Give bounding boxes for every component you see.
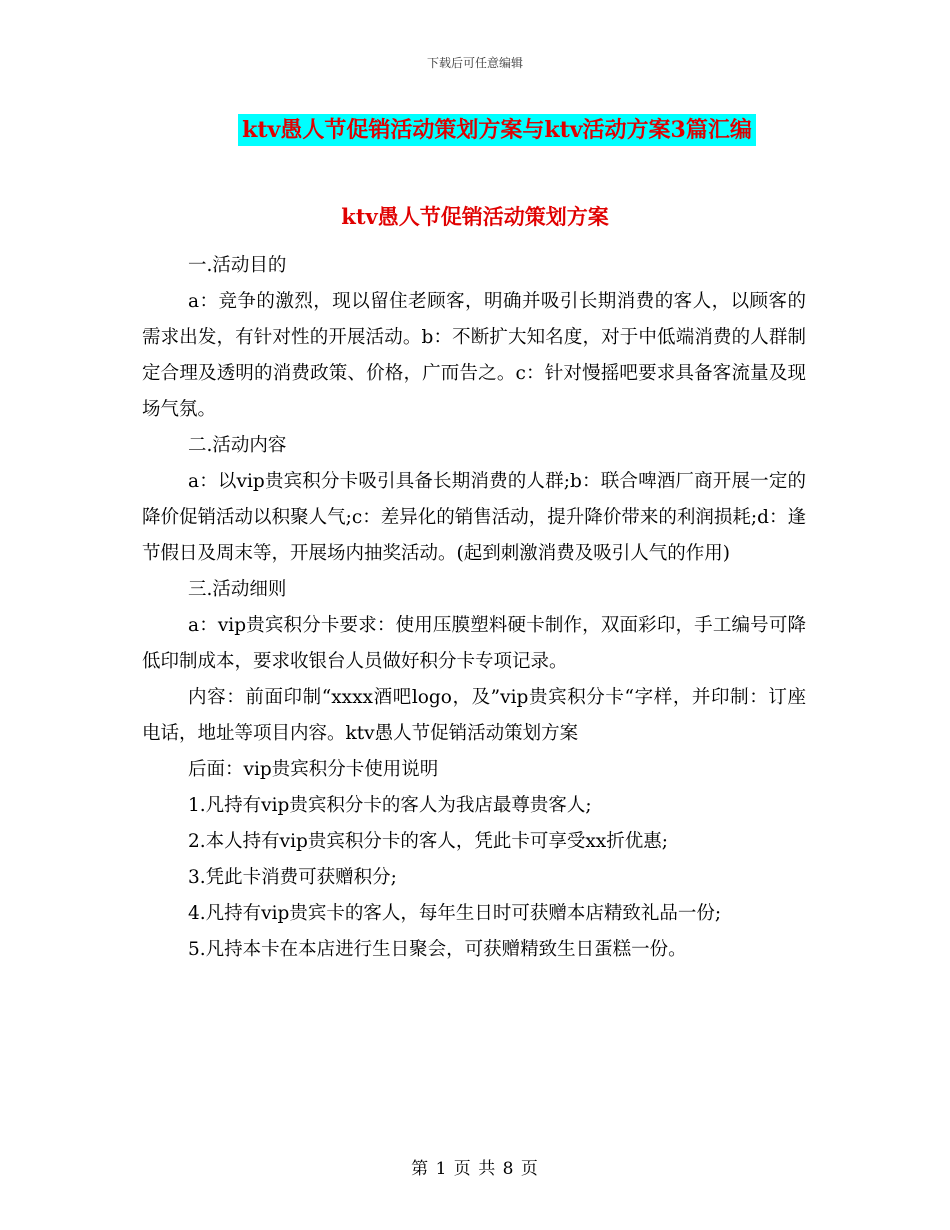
paragraph: a：竞争的激烈，现以留住老顾客，明确并吸引长期消费的客人，以顾客的需求出发，有针对性的开展活动。b：不断扩大知名度，对于中低端消费的人群制定合理及透明的消费政策、价格，广而告之。c：针对慢摇吧要求具备客流量及现场气氛。	[142, 291, 806, 420]
document-body	[142, 248, 806, 968]
page-number-footer: 第 1 页 共 8 页	[411, 1159, 539, 1179]
list-item: 3.凭此卡消费可获赠积分;	[188, 867, 397, 888]
paragraph-heading-1: 一.活动目的	[188, 255, 287, 276]
list-item: 4.凡持有vip贵宾卡的客人，每年生日时可获赠本店精致礼品一份;	[188, 903, 722, 924]
paragraph: 内容：前面印制“xxxx酒吧logo，及”vip贵宾积分卡“字样，并印制：订座电话，地址等项目内容。ktv愚人节促销活动策划方案	[142, 687, 806, 744]
paragraph: 后面：vip贵宾积分卡使用说明	[188, 759, 439, 780]
paragraph: a：以vip贵宾积分卡吸引具备长期消费的人群;b：联合啤酒厂商开展一定的降价促销活动以积聚人气;c：差异化的销售活动，提升降价带来的利润损耗;d：逢节假日及周末等，开展场内抽奖活动。(起到刺激消费及吸引人气的作用)	[142, 471, 806, 564]
main-title: ktv愚人节促销活动策划方案与ktv活动方案3篇汇编	[238, 114, 756, 146]
main-title-container	[0, 114, 950, 146]
list-item: 5.凡持本卡在本店进行生日聚会，可获赠精致生日蛋糕一份。	[188, 939, 687, 960]
paragraph-heading-2: 二.活动内容	[188, 435, 287, 456]
section-title: ktv愚人节促销活动策划方案	[341, 204, 609, 229]
paragraph: a：vip贵宾积分卡要求：使用压膜塑料硬卡制作，双面彩印，手工编号可降低印制成本，要求收银台人员做好积分卡专项记录。	[142, 615, 806, 672]
list-item: 1.凡持有vip贵宾积分卡的客人为我店最尊贵客人;	[188, 795, 592, 816]
page-header-note: 下载后可任意编辑	[426, 56, 523, 70]
paragraph-heading-3: 三.活动细则	[188, 579, 287, 600]
list-item: 2.本人持有vip贵宾积分卡的客人，凭此卡可享受xx折优惠;	[188, 831, 668, 852]
